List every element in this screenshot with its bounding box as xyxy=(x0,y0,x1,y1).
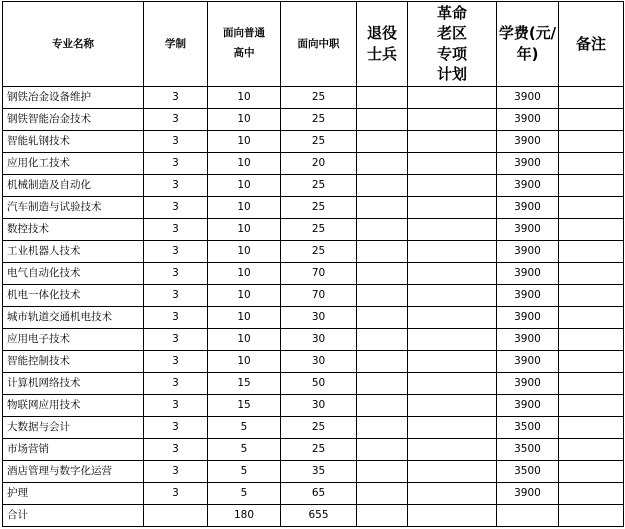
cell-major: 计算机网络技术 xyxy=(3,373,144,395)
cell-notes xyxy=(559,131,624,153)
cell-vocational: 35 xyxy=(281,461,357,483)
header-veterans-text: 退役士兵 xyxy=(366,24,397,63)
header-tuition-text: 学费(元/年) xyxy=(498,24,557,63)
cell-years: 3 xyxy=(144,131,208,153)
cell-major: 钢铁冶金设备维护 xyxy=(3,87,144,109)
cell-vocational: 30 xyxy=(281,351,357,373)
cell-major: 钢铁智能冶金技术 xyxy=(3,109,144,131)
cell-tuition: 3900 xyxy=(497,351,559,373)
cell-general-high: 10 xyxy=(208,109,281,131)
table-row xyxy=(3,131,624,153)
cell-revolution-area xyxy=(408,131,497,153)
cell-veterans xyxy=(357,461,408,483)
cell-notes xyxy=(559,197,624,219)
cell-years: 3 xyxy=(144,307,208,329)
table-row xyxy=(3,263,624,285)
cell-vocational: 20 xyxy=(281,153,357,175)
cell-general-high: 5 xyxy=(208,483,281,505)
cell-revolution-area xyxy=(408,175,497,197)
cell-notes xyxy=(559,395,624,417)
table-row xyxy=(3,461,624,483)
total-veterans xyxy=(357,505,408,527)
table-row xyxy=(3,329,624,351)
cell-vocational: 50 xyxy=(281,373,357,395)
cell-tuition: 3500 xyxy=(497,439,559,461)
cell-veterans xyxy=(357,285,408,307)
cell-years: 3 xyxy=(144,285,208,307)
table-row xyxy=(3,175,624,197)
cell-notes xyxy=(559,241,624,263)
cell-tuition: 3900 xyxy=(497,329,559,351)
cell-vocational: 25 xyxy=(281,87,357,109)
cell-years: 3 xyxy=(144,109,208,131)
cell-general-high: 10 xyxy=(208,219,281,241)
cell-revolution-area xyxy=(408,351,497,373)
cell-notes xyxy=(559,351,624,373)
cell-revolution-area xyxy=(408,461,497,483)
cell-vocational: 25 xyxy=(281,175,357,197)
cell-revolution-area xyxy=(408,263,497,285)
cell-vocational: 30 xyxy=(281,307,357,329)
cell-years: 3 xyxy=(144,329,208,351)
cell-tuition: 3900 xyxy=(497,153,559,175)
cell-revolution-area xyxy=(408,153,497,175)
cell-major: 智能轧钢技术 xyxy=(3,131,144,153)
cell-major: 物联网应用技术 xyxy=(3,395,144,417)
cell-general-high: 10 xyxy=(208,241,281,263)
cell-vocational: 70 xyxy=(281,285,357,307)
table-row xyxy=(3,395,624,417)
cell-notes xyxy=(559,109,624,131)
cell-major: 市场营销 xyxy=(3,439,144,461)
cell-veterans xyxy=(357,483,408,505)
cell-years: 3 xyxy=(144,175,208,197)
cell-years: 3 xyxy=(144,461,208,483)
table-row xyxy=(3,109,624,131)
cell-veterans xyxy=(357,395,408,417)
cell-major: 汽车制造与试验技术 xyxy=(3,197,144,219)
cell-notes xyxy=(559,439,624,461)
cell-notes xyxy=(559,285,624,307)
table-total-row xyxy=(3,505,624,527)
cell-tuition: 3900 xyxy=(497,219,559,241)
cell-general-high: 5 xyxy=(208,417,281,439)
header-general-high-text: 面向普通高中 xyxy=(223,27,265,59)
table-row xyxy=(3,87,624,109)
cell-major: 城市轨道交通机电技术 xyxy=(3,307,144,329)
cell-major: 智能控制技术 xyxy=(3,351,144,373)
cell-years: 3 xyxy=(144,241,208,263)
table-row xyxy=(3,153,624,175)
table-row xyxy=(3,483,624,505)
cell-tuition: 3900 xyxy=(497,395,559,417)
cell-major: 护理 xyxy=(3,483,144,505)
cell-major: 酒店管理与数字化运营 xyxy=(3,461,144,483)
cell-revolution-area xyxy=(408,87,497,109)
cell-veterans xyxy=(357,219,408,241)
cell-revolution-area xyxy=(408,395,497,417)
cell-notes xyxy=(559,219,624,241)
cell-notes xyxy=(559,307,624,329)
table-row xyxy=(3,219,624,241)
cell-years: 3 xyxy=(144,395,208,417)
header-years: 学制 xyxy=(144,2,208,87)
table-row xyxy=(3,197,624,219)
cell-tuition: 3900 xyxy=(497,263,559,285)
cell-notes xyxy=(559,263,624,285)
cell-tuition: 3900 xyxy=(497,197,559,219)
cell-vocational: 30 xyxy=(281,329,357,351)
total-years xyxy=(144,505,208,527)
cell-general-high: 10 xyxy=(208,197,281,219)
cell-vocational: 25 xyxy=(281,439,357,461)
cell-general-high: 15 xyxy=(208,395,281,417)
table-header-row xyxy=(3,2,624,87)
total-general-high: 180 xyxy=(208,505,281,527)
cell-tuition: 3900 xyxy=(497,175,559,197)
header-revolution-area-text: 革命老区专项计划 xyxy=(436,4,467,83)
header-revolution-area xyxy=(408,2,497,87)
cell-revolution-area xyxy=(408,483,497,505)
cell-notes xyxy=(559,417,624,439)
cell-veterans xyxy=(357,197,408,219)
cell-veterans xyxy=(357,263,408,285)
cell-years: 3 xyxy=(144,417,208,439)
cell-major: 大数据与会计 xyxy=(3,417,144,439)
cell-general-high: 10 xyxy=(208,307,281,329)
cell-vocational: 25 xyxy=(281,241,357,263)
header-notes: 备注 xyxy=(559,2,624,87)
cell-major: 机械制造及自动化 xyxy=(3,175,144,197)
cell-notes xyxy=(559,461,624,483)
cell-major: 工业机器人技术 xyxy=(3,241,144,263)
header-major: 专业名称 xyxy=(3,2,144,87)
cell-vocational: 25 xyxy=(281,197,357,219)
total-revolution-area xyxy=(408,505,497,527)
cell-general-high: 10 xyxy=(208,351,281,373)
cell-tuition: 3900 xyxy=(497,483,559,505)
cell-general-high: 10 xyxy=(208,87,281,109)
cell-notes xyxy=(559,329,624,351)
cell-general-high: 5 xyxy=(208,439,281,461)
cell-years: 3 xyxy=(144,351,208,373)
table-body xyxy=(3,87,624,505)
cell-tuition: 3900 xyxy=(497,131,559,153)
cell-general-high: 10 xyxy=(208,175,281,197)
cell-general-high: 10 xyxy=(208,329,281,351)
cell-notes xyxy=(559,483,624,505)
cell-notes xyxy=(559,373,624,395)
cell-vocational: 25 xyxy=(281,219,357,241)
table-row xyxy=(3,285,624,307)
total-tuition xyxy=(497,505,559,527)
cell-veterans xyxy=(357,329,408,351)
cell-years: 3 xyxy=(144,153,208,175)
cell-revolution-area xyxy=(408,417,497,439)
table-row xyxy=(3,241,624,263)
cell-years: 3 xyxy=(144,263,208,285)
header-veterans xyxy=(357,2,408,87)
table-row xyxy=(3,307,624,329)
cell-general-high: 10 xyxy=(208,131,281,153)
table-row xyxy=(3,373,624,395)
cell-tuition: 3900 xyxy=(497,241,559,263)
table-row xyxy=(3,351,624,373)
cell-notes xyxy=(559,175,624,197)
cell-revolution-area xyxy=(408,329,497,351)
cell-revolution-area xyxy=(408,109,497,131)
cell-major: 数控技术 xyxy=(3,219,144,241)
cell-revolution-area xyxy=(408,439,497,461)
cell-veterans xyxy=(357,153,408,175)
cell-vocational: 70 xyxy=(281,263,357,285)
cell-general-high: 15 xyxy=(208,373,281,395)
cell-years: 3 xyxy=(144,219,208,241)
cell-years: 3 xyxy=(144,373,208,395)
table-row xyxy=(3,417,624,439)
cell-tuition: 3900 xyxy=(497,307,559,329)
table-row xyxy=(3,439,624,461)
cell-notes xyxy=(559,87,624,109)
cell-veterans xyxy=(357,351,408,373)
cell-veterans xyxy=(357,417,408,439)
total-vocational: 655 xyxy=(281,505,357,527)
enrollment-plan-table xyxy=(2,1,624,527)
cell-veterans xyxy=(357,131,408,153)
cell-revolution-area xyxy=(408,373,497,395)
total-notes xyxy=(559,505,624,527)
cell-veterans xyxy=(357,109,408,131)
cell-major: 机电一体化技术 xyxy=(3,285,144,307)
cell-tuition: 3900 xyxy=(497,373,559,395)
cell-years: 3 xyxy=(144,197,208,219)
cell-revolution-area xyxy=(408,197,497,219)
header-vocational: 面向中职 xyxy=(281,2,357,87)
cell-vocational: 25 xyxy=(281,131,357,153)
cell-tuition: 3500 xyxy=(497,417,559,439)
cell-general-high: 5 xyxy=(208,461,281,483)
cell-general-high: 10 xyxy=(208,153,281,175)
cell-notes xyxy=(559,153,624,175)
cell-vocational: 65 xyxy=(281,483,357,505)
header-tuition xyxy=(497,2,559,87)
cell-general-high: 10 xyxy=(208,285,281,307)
cell-tuition: 3500 xyxy=(497,461,559,483)
cell-major: 应用电子技术 xyxy=(3,329,144,351)
cell-veterans xyxy=(357,373,408,395)
cell-revolution-area xyxy=(408,285,497,307)
cell-vocational: 25 xyxy=(281,417,357,439)
total-label: 合计 xyxy=(3,505,144,527)
cell-revolution-area xyxy=(408,241,497,263)
cell-tuition: 3900 xyxy=(497,109,559,131)
cell-veterans xyxy=(357,439,408,461)
cell-tuition: 3900 xyxy=(497,87,559,109)
cell-years: 3 xyxy=(144,439,208,461)
cell-vocational: 30 xyxy=(281,395,357,417)
cell-veterans xyxy=(357,87,408,109)
cell-years: 3 xyxy=(144,483,208,505)
cell-general-high: 10 xyxy=(208,263,281,285)
cell-revolution-area xyxy=(408,307,497,329)
cell-veterans xyxy=(357,307,408,329)
cell-veterans xyxy=(357,175,408,197)
cell-revolution-area xyxy=(408,219,497,241)
header-general-high xyxy=(208,2,281,87)
cell-veterans xyxy=(357,241,408,263)
cell-tuition: 3900 xyxy=(497,285,559,307)
cell-major: 应用化工技术 xyxy=(3,153,144,175)
cell-years: 3 xyxy=(144,87,208,109)
cell-major: 电气自动化技术 xyxy=(3,263,144,285)
cell-vocational: 25 xyxy=(281,109,357,131)
